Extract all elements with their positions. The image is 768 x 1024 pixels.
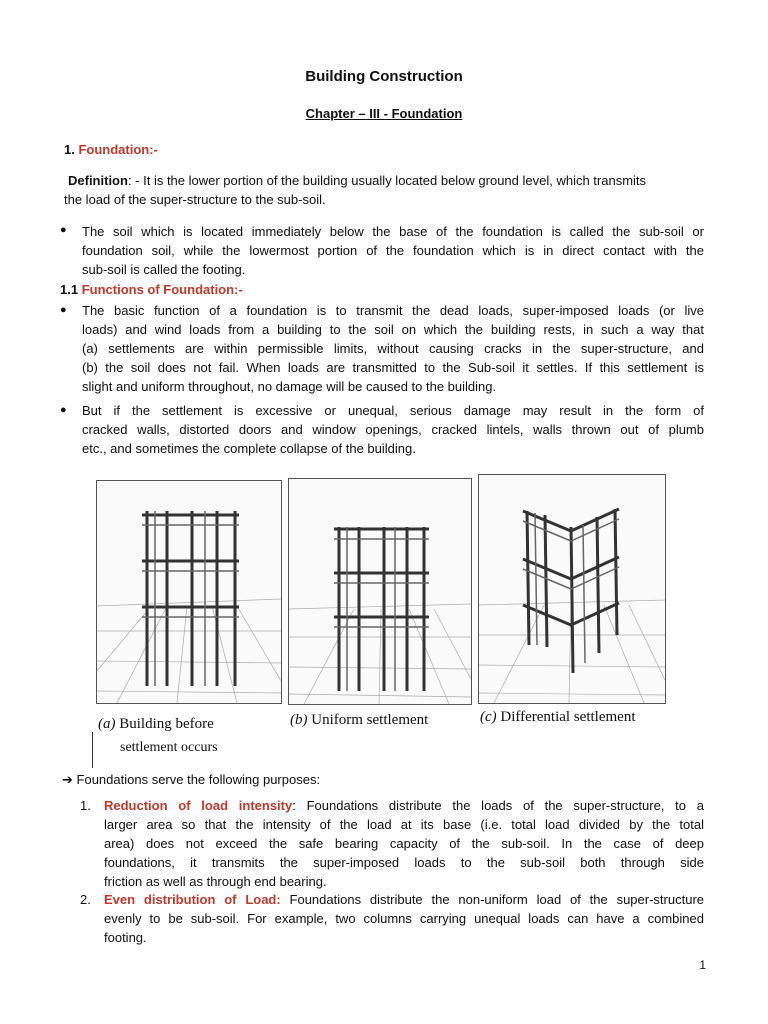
chapter-title: Chapter – III - Foundation bbox=[305, 106, 463, 121]
caption-a-line1: Building before bbox=[119, 716, 214, 732]
purpose-1-line-5: friction as well as through end bearing. bbox=[104, 874, 327, 889]
purposes-intro-text: Foundations serve the following purposes: bbox=[76, 772, 321, 787]
arrow-right-icon: ➔ bbox=[62, 772, 73, 787]
bullet1-line-3: sub-soil is called the footing. bbox=[82, 262, 246, 277]
purpose-2-text: Foundations distribute the non-uniform load of the super-structure bbox=[280, 892, 704, 907]
purpose-1-line-1 bbox=[104, 796, 704, 815]
bullet3-line-2: cracked walls, distorted doors and window openings, cracked lintels, walls thrown out of plumb bbox=[82, 422, 704, 437]
section-functions-heading bbox=[60, 280, 243, 299]
figure-panel-a bbox=[96, 480, 282, 704]
purposes-intro bbox=[62, 770, 320, 789]
purpose-1-line-3: area) does not exceed the safe bearing capacity of the sub-soil. In the case of deep bbox=[104, 836, 704, 851]
section-foundation-heading bbox=[64, 140, 158, 159]
purpose-2-line-1 bbox=[104, 890, 704, 909]
figure-panel-c bbox=[478, 474, 666, 704]
bullet-dot: ● bbox=[60, 224, 67, 236]
caption-c-tag: (c) bbox=[480, 709, 497, 725]
differential-settlement-illustration bbox=[479, 475, 665, 703]
purpose-1-heading: Reduction of load intensity bbox=[104, 798, 293, 813]
section-number: 1.1 bbox=[60, 282, 79, 297]
purpose-1-text: : Foundations distribute the loads of the super-structure, to a bbox=[292, 798, 704, 813]
caption-b-text: Uniform settlement bbox=[311, 712, 429, 728]
uniform-settlement-illustration bbox=[289, 479, 471, 704]
caption-a-tag: (a) bbox=[98, 716, 116, 732]
caption-b-tag: (b) bbox=[290, 712, 308, 728]
page-title: Building Construction bbox=[305, 68, 463, 85]
section-number: 1. bbox=[64, 142, 75, 157]
purpose-2-number: 2. bbox=[80, 892, 91, 907]
purpose-1-line-4: foundations, it transmits the super-imposed loads to the sub-soil both through side bbox=[104, 855, 704, 870]
caption-c bbox=[480, 709, 636, 726]
section-heading: Functions of Foundation:- bbox=[81, 282, 243, 297]
bullet2-line-3: (a) settlements are within permissible limits, without causing cracks in the super-structure, and bbox=[82, 341, 704, 356]
caption-c-text: Differential settlement bbox=[500, 709, 636, 725]
bullet2-line-1: The basic function of a foundation is to transmit the dead loads, super-imposed loads (or live bbox=[82, 303, 704, 318]
bullet2-line-2: loads) and wind loads from a building to the soil on which the building rests, in such a way that bbox=[82, 322, 704, 337]
page-number: 1 bbox=[699, 958, 706, 972]
section-heading: Foundation:- bbox=[78, 142, 158, 157]
caption-a bbox=[98, 716, 214, 733]
definition-label: Definition bbox=[68, 173, 128, 188]
figure-panel-b bbox=[288, 478, 472, 705]
definition-text: : - It is the lower portion of the building usually located below ground level, which transmits bbox=[127, 173, 647, 188]
bullet1-line-2: foundation soil, while the lowermost portion of the foundation which is in direct contact with the bbox=[82, 243, 704, 258]
caption-divider bbox=[92, 732, 93, 768]
bullet1-line-1: The soil which is located immediately below the base of the foundation is called the sub-soil or bbox=[82, 224, 704, 239]
bullet-dot: ● bbox=[60, 404, 67, 416]
caption-a-line2: settlement occurs bbox=[120, 740, 218, 755]
caption-b bbox=[290, 712, 428, 729]
purpose-1-line-2: larger area so that the intensity of the load at its base (i.e. total load divided by the total bbox=[104, 817, 704, 832]
definition-line-1 bbox=[68, 171, 704, 190]
bullet2-line-4: (b) the soil does not fail. When loads are transmitted to the Sub-soil it settles. If this settlement is bbox=[82, 360, 704, 375]
purpose-2-line-2: evenly to be sub-soil. For example, two columns carrying unequal loads can have a combined bbox=[104, 911, 704, 926]
purpose-1-number: 1. bbox=[80, 798, 91, 813]
bullet3-line-1: But if the settlement is excessive or unequal, serious damage may result in the form of bbox=[82, 403, 704, 418]
definition-line-2: the load of the super-structure to the sub-soil. bbox=[64, 192, 326, 207]
building-before-illustration bbox=[97, 481, 281, 703]
bullet-dot: ● bbox=[60, 304, 67, 316]
purpose-2-line-3: footing. bbox=[104, 930, 147, 945]
purpose-2-heading: Even distribution of Load: bbox=[104, 892, 281, 907]
bullet3-line-3: etc., and sometimes the complete collapse of the building. bbox=[82, 441, 416, 456]
bullet2-line-5: slight and uniform throughout, no damage will be caused to the building. bbox=[82, 379, 497, 394]
